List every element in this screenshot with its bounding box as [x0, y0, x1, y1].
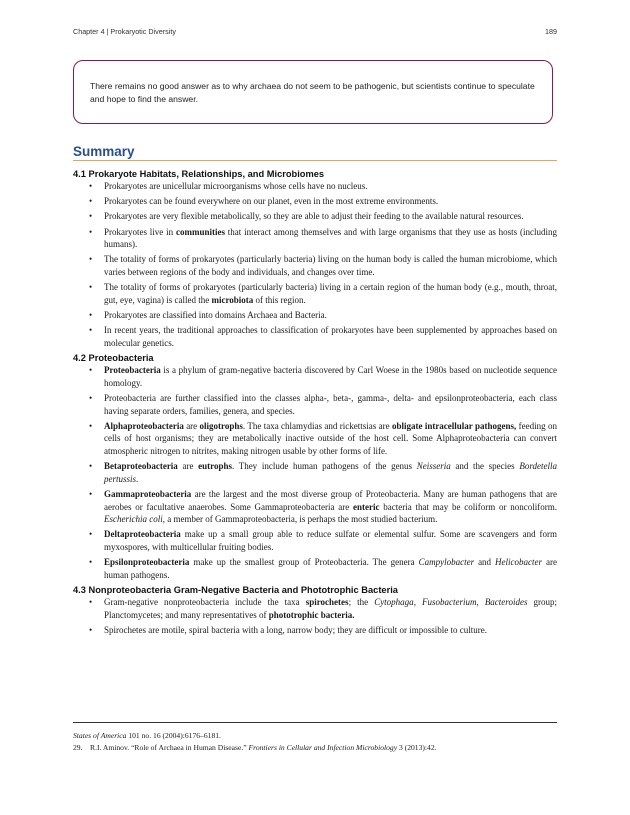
list-item: • Prokaryotes live in communities that interact among themselves and with large organisms that they use as hosts (including humans). — [104, 226, 557, 251]
section-list-4-3 — [73, 596, 557, 636]
list-item: • Proteobacteria is a phylum of gram-negative bacteria discovered by Carl Woese in the 1980s based on nucleotide sequence homology. — [104, 364, 557, 389]
list-item: • Epsilonproteobacteria make up the smallest group of Proteobacteria. The genera Campylobacter and Helicobacter are human pathogens. — [104, 556, 557, 581]
chapter-title: Chapter 4 | Prokaryotic Diversity — [73, 27, 176, 36]
footnote-continued: States of America 101 no. 16 (2004):6176–6181. — [73, 731, 221, 740]
list-item: • Gammaproteobacteria are the largest and the most diverse group of Proteobacteria. Many are human pathogens that are aerobes or facultative anaerobes. Some Gammaproteobacteria are enteric bacteria that may be coliform or noncoliform. Escherichia coli, a member of Gammaproteobacteria, is perhaps the most studied bacterium. — [104, 488, 557, 526]
section-heading-4-2: 4.2 Proteobacteria — [73, 353, 154, 364]
list-item: • Alphaproteobacteria are oligotrophs. The taxa chlamydias and rickettsias are obligate intracellular pathogens, feeding on cells of host organisms; they are metabolically inactive outside of the host cell. Some Alphaproteobacteria can convert atmospheric nitrogen to nitrites, making nitrogen usable by other forms of life. — [104, 420, 557, 458]
list-item: • Prokaryotes are unicellular microorganisms whose cells have no nucleus. — [104, 180, 557, 193]
summary-content — [73, 168, 557, 639]
section-list-4-1 — [73, 180, 557, 349]
list-item: • Proteobacteria are further classified into the classes alpha-, beta-, gamma-, delta- and epsilonproteobacteria, each class having separate orders, families, genera, and species. — [104, 392, 557, 417]
footnote-29: 29. R.I. Aminov. “Role of Archaea in Human Disease.” Frontiers in Cellular and Infection Microbiology 3 (2013):42. — [73, 743, 437, 752]
callout-box — [73, 60, 553, 124]
callout-text: There remains no good answer as to why archaea do not seem to be pathogenic, but scientists continue to speculate and hope to find the answer. — [90, 81, 535, 104]
list-item: • Betaproteobacteria are eutrophs. They include human pathogens of the genus Neisseria and the species Bordetella pertussis. — [104, 460, 557, 485]
section-list-4-2 — [73, 364, 557, 581]
list-item: • Gram-negative nonproteobacteria include the taxa spirochetes; the Cytophaga, Fusobacterium, Bacteroides group; Planctomycetes; and many representatives of phototrophic bacteria. — [104, 596, 557, 621]
list-item: • Deltaproteobacteria make up a small group able to reduce sulfate or elemental sulfur. Some are scavengers and form myxospores, with multicellular fruiting bodies. — [104, 528, 557, 553]
page-number: 189 — [545, 27, 557, 36]
section-heading-4-1: 4.1 Prokaryote Habitats, Relationships, and Microbiomes — [73, 169, 325, 179]
list-item: • Prokaryotes are classified into domains Archaea and Bacteria. — [104, 309, 557, 322]
list-item: • The totality of forms of prokaryotes (particularly bacteria) living on the human body is called the human microbiome, which varies between regions of the body and individuals, and changes over time. — [104, 253, 557, 278]
list-item: • In recent years, the traditional approaches to classification of prokaryotes have been supplemented by approaches based on molecular genetics. — [104, 324, 557, 349]
footnotes — [73, 730, 557, 754]
summary-heading: Summary — [73, 144, 557, 161]
footnote-divider — [73, 722, 557, 723]
list-item: • Prokaryotes are very flexible metabolically, so they are able to adjust their feeding to the available natural resources. — [104, 210, 557, 223]
section-heading-4-3: 4.3 Nonproteobacteria Gram-Negative Bacteria and Phototrophic Bacteria — [73, 585, 398, 596]
list-item: • The totality of forms of prokaryotes (particularly bacteria) living in a certain region of the human body (e.g., mouth, throat, gut, eye, vagina) is called the microbiota of this region. — [104, 281, 557, 306]
running-head — [73, 27, 557, 39]
list-item: • Prokaryotes can be found everywhere on our planet, even in the most extreme environments. — [104, 195, 557, 208]
list-item: • Spirochetes are motile, spiral bacteria with a long, narrow body; they are difficult or impossible to culture. — [104, 624, 557, 637]
